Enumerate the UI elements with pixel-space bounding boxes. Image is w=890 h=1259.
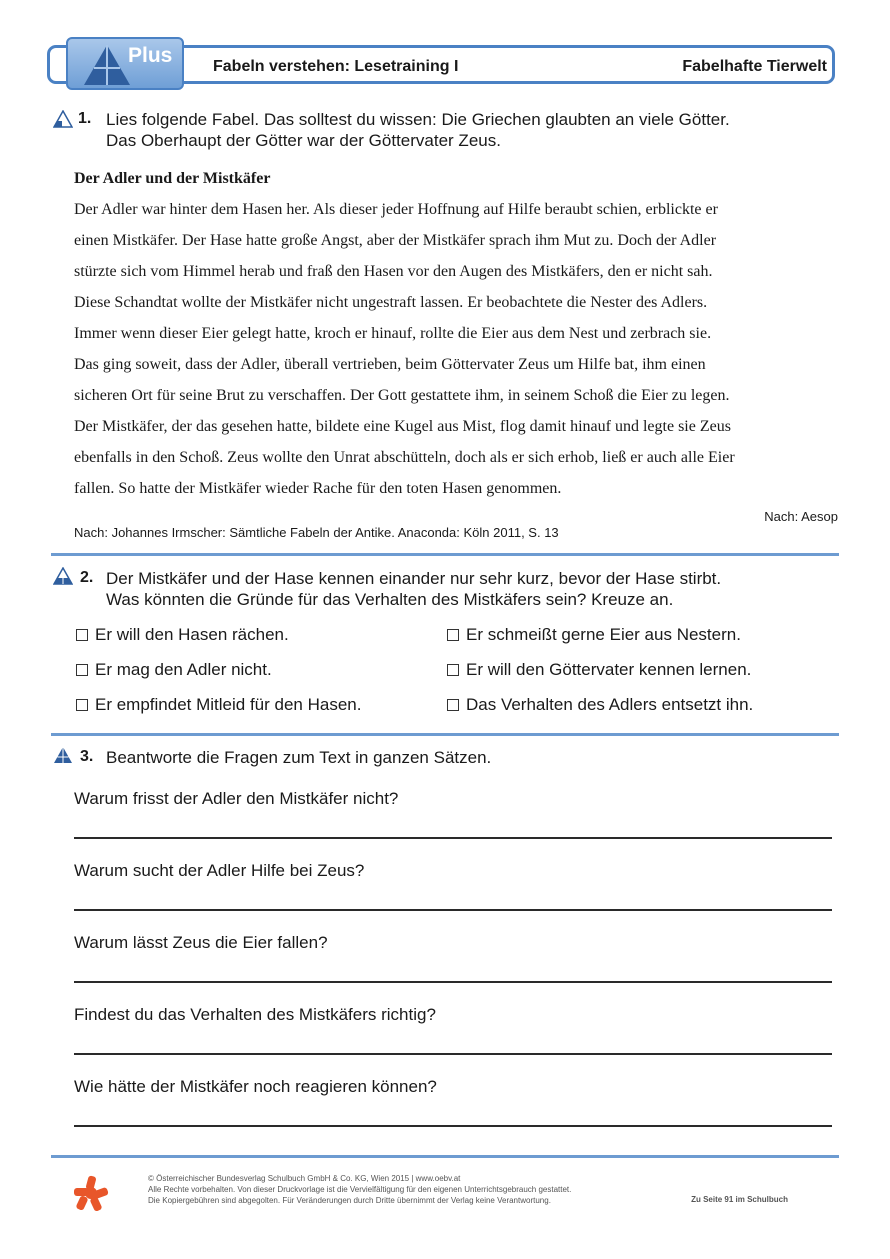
option-checkbox[interactable] (447, 625, 741, 645)
checkbox-icon[interactable] (447, 664, 459, 676)
fable-line: Diese Schandtat wollte der Mistkäfer nicht ungestraft lassen. Er beobachtete die Nester des Adlers. (74, 294, 708, 311)
checkbox-icon[interactable] (447, 629, 459, 641)
answer-line-3[interactable] (74, 981, 832, 983)
task-1-instruction (106, 109, 730, 151)
logo-plus-text: Plus (128, 44, 173, 67)
option-label: Er mag den Adler nicht. (95, 660, 272, 679)
question-2: Warum sucht der Adler Hilfe bei Zeus? (74, 861, 365, 880)
task-2-line: Was könnten die Gründe für das Verhalten des Mistkäfers sein? Kreuze an. (106, 590, 674, 609)
task-number-2: 2. (80, 569, 94, 586)
plus-logo (66, 37, 184, 90)
checkbox-icon[interactable] (447, 699, 459, 711)
option-checkbox[interactable] (447, 695, 753, 715)
checkbox-icon[interactable] (76, 629, 88, 641)
difficulty-level-2-icon (53, 567, 73, 585)
copyright-line: Die Kopiergebühren sind abgegolten. Für Veränderungen durch Dritte übernimmt der Verlag keine Verantwortung. (148, 1196, 551, 1205)
option-checkbox[interactable] (447, 660, 751, 680)
page-title: Fabeln verstehen: Lesetraining I (213, 58, 459, 75)
answer-line-4[interactable] (74, 1053, 832, 1055)
fable-source: Nach: Johannes Irmscher: Sämtliche Fabeln der Antike. Anaconda: Köln 2011, S. 13 (74, 525, 559, 540)
fable-line: Der Mistkäfer, der das gesehen hatte, bildete eine Kugel aus Mist, flog damit hinauf und legte sie Zeus (74, 418, 731, 435)
checkbox-icon[interactable] (76, 699, 88, 711)
publisher-logo-icon (72, 1174, 110, 1212)
copyright-line: © Österreichischer Bundesverlag Schulbuch GmbH & Co. KG, Wien 2015 | www.oebv.at (148, 1174, 461, 1183)
fable-line: Das ging soweit, dass der Adler, überall vertrieben, beim Göttervater Zeus um Hilfe bat, ihm einen (74, 356, 706, 373)
option-label: Er empfindet Mitleid für den Hasen. (95, 695, 362, 714)
fable-line: fallen. So hatte der Mistkäfer wieder Rache für den toten Hasen genommen. (74, 480, 562, 497)
checkbox-icon[interactable] (76, 664, 88, 676)
task-number-3: 3. (80, 748, 94, 765)
answer-line-2[interactable] (74, 909, 832, 911)
fable-line: ebenfalls in den Schoß. Zeus wollte den Unrat abschütteln, doch als er sich erhob, ließ er auch alle Eier (74, 449, 735, 466)
fable-line: sicheren Ort für seine Brut zu verschaffen. Der Gott gestattete ihm, in seinem Schoß die Eier zu legen. (74, 387, 730, 404)
fable-line: Immer wenn dieser Eier gelegt hatte, kroch er hinauf, rollte die Eier aus dem Nest und zerbrach sie. (74, 325, 712, 342)
option-label: Er will den Göttervater kennen lernen. (466, 660, 752, 679)
question-3: Warum lässt Zeus die Eier fallen? (74, 933, 328, 952)
option-label: Das Verhalten des Adlers entsetzt ihn. (466, 695, 754, 714)
copyright-line: Alle Rechte vorbehalten. Von dieser Druckvorlage ist die Vervielfältigung für den eigenen Unterrichtsgebrauch gestattet. (148, 1185, 572, 1194)
task-2-line: Der Mistkäfer und der Hase kennen einander nur sehr kurz, bevor der Hase stirbt. (106, 569, 722, 588)
section-divider (51, 733, 839, 736)
section-divider (51, 553, 839, 556)
answer-line-1[interactable] (74, 837, 832, 839)
fable-title: Der Adler und der Mistkäfer (74, 170, 271, 187)
fable-line: einen Mistkäfer. Der Hase hatte große Angst, aber der Mistkäfer sprach ihm Mut zu. Doch der Adler (74, 232, 717, 249)
question-4: Findest du das Verhalten des Mistkäfers richtig? (74, 1005, 436, 1024)
fable-line: stürzte sich vom Himmel herab und fraß den Hasen vor den Augen des Mistkäfers, den er nicht sah. (74, 263, 713, 280)
fable-text (74, 197, 824, 507)
footer-divider (51, 1155, 839, 1158)
task-1-line: Das Oberhaupt der Götter war der Göttervater Zeus. (106, 131, 501, 150)
copyright-text (148, 1173, 571, 1206)
question-1: Warum frisst der Adler den Mistkäfer nicht? (74, 789, 399, 808)
fable-line: Der Adler war hinter dem Hasen her. Als dieser jeder Hoffnung auf Hilfe beraubt schien, erblickte er (74, 201, 718, 218)
task-2-instruction (106, 568, 721, 610)
fable-attribution: Nach: Aesop (764, 509, 838, 524)
schoolbook-page-ref: Zu Seite 91 im Schulbuch (691, 1195, 788, 1204)
option-label: Er will den Hasen rächen. (95, 625, 289, 644)
option-checkbox[interactable] (76, 625, 289, 645)
option-checkbox[interactable] (76, 695, 361, 715)
question-5: Wie hätte der Mistkäfer noch reagieren können? (74, 1077, 437, 1096)
task-1-line: Lies folgende Fabel. Das solltest du wissen: Die Griechen glaubten an viele Götter. (106, 110, 730, 129)
section-title: Fabelhafte Tierwelt (682, 58, 827, 75)
answer-line-5[interactable] (74, 1125, 832, 1127)
option-checkbox[interactable] (76, 660, 272, 680)
task-number-1: 1. (78, 110, 92, 127)
difficulty-level-1-icon (53, 110, 73, 128)
pyramid-icon (82, 43, 132, 87)
task-3-instruction: Beantworte die Fragen zum Text in ganzen Sätzen. (106, 748, 492, 767)
difficulty-level-3-icon (53, 746, 73, 764)
option-label: Er schmeißt gerne Eier aus Nestern. (466, 625, 741, 644)
